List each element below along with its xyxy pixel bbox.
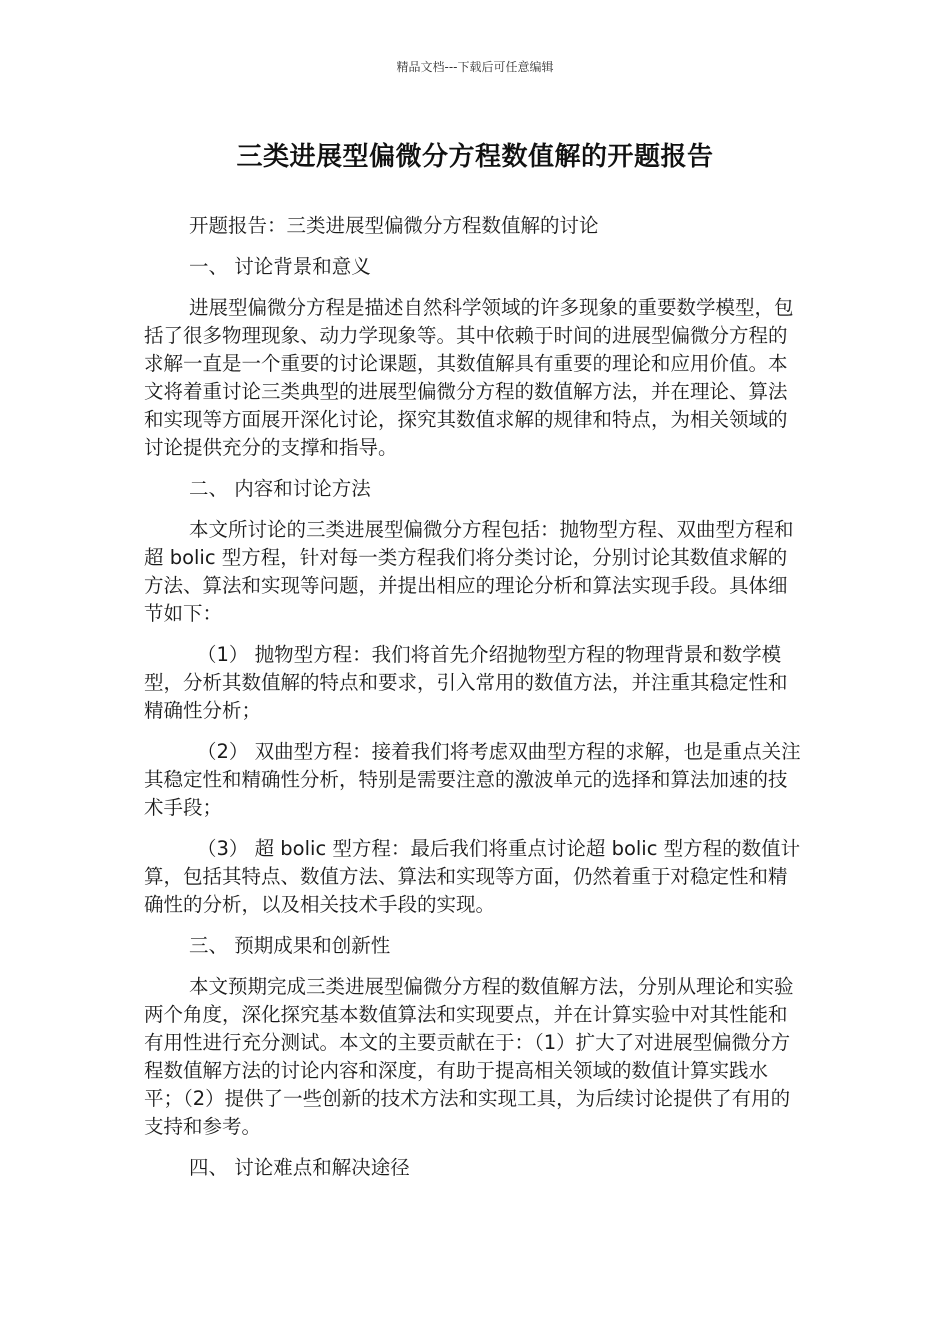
page-header-watermark: 精品文档---下载后可任意编辑 [396,60,554,74]
section-1-heading: 一、 讨论背景和意义 [189,255,371,278]
section-2-item-3: （3） 超 bolic 型方程：最后我们将重点讨论超 bolic 型方程的数值计算，包括其特点、数值方法、算法和实现等方面，仍然着重于对稳定性和精确性的分析，以及相关技术手段的实现。 [144,837,801,916]
section-2-heading: 二、 内容和讨论方法 [189,477,371,500]
section-1-paragraph: 进展型偏微分方程是描述自然科学领域的许多现象的重要数学模型，包括了很多物理现象、动力学现象等。其中依赖于时间的进展型偏微分方程的求解一直是一个重要的讨论课题，其数值解具有重要的理论和应用价值。本文将着重讨论三类典型的进展型偏微分方程的数值解方法，并在理论、算法和实现等方面展开深化讨论，探究其数值求解的规律和特点，为相关领域的讨论提供充分的支撑和指导。 [144,296,794,459]
section-3-heading: 三、 预期成果和创新性 [189,934,391,957]
section-2-item-1: （1） 抛物型方程：我们将首先介绍抛物型方程的物理背景和数学模型，分析其数值解的特点和要求，引入常用的数值方法，并注重其稳定性和精确性分析； [144,643,788,722]
document-title: 三类进展型偏微分方程数值解的开题报告 [236,142,714,172]
section-4-heading: 四、 讨论难点和解决途径 [189,1156,410,1179]
section-3-paragraph: 本文预期完成三类进展型偏微分方程的数值解方法，分别从理论和实验两个角度，深化探究基本数值算法和实现要点，并在计算实验中对其性能和有用性进行充分测试。本文的主要贡献在于：（1）扩大了对进展型偏微分方程数值解方法的讨论内容和深度，有助于提高相关领域的数值计算实践水平；（2）提供了一些创新的技术方法和实现工具，为后续讨论提供了有用的支持和参考。 [144,975,794,1138]
document-subtitle: 开题报告：三类进展型偏微分方程数值解的讨论 [189,214,599,237]
document-body [144,212,806,1195]
section-2-item-2: （2） 双曲型方程：接着我们将考虑双曲型方程的求解，也是重点关注其稳定性和精确性分析，特别是需要注意的激波单元的选择和算法加速的技术手段； [144,740,801,819]
section-2-paragraph: 本文所讨论的三类进展型偏微分方程包括：抛物型方程、双曲型方程和超 bolic 型方程，针对每一类方程我们将分类讨论，分别讨论其数值求解的方法、算法和实现等问题，并提出相应的理论分析和算法实现手段。具体细节如下： [144,518,794,625]
